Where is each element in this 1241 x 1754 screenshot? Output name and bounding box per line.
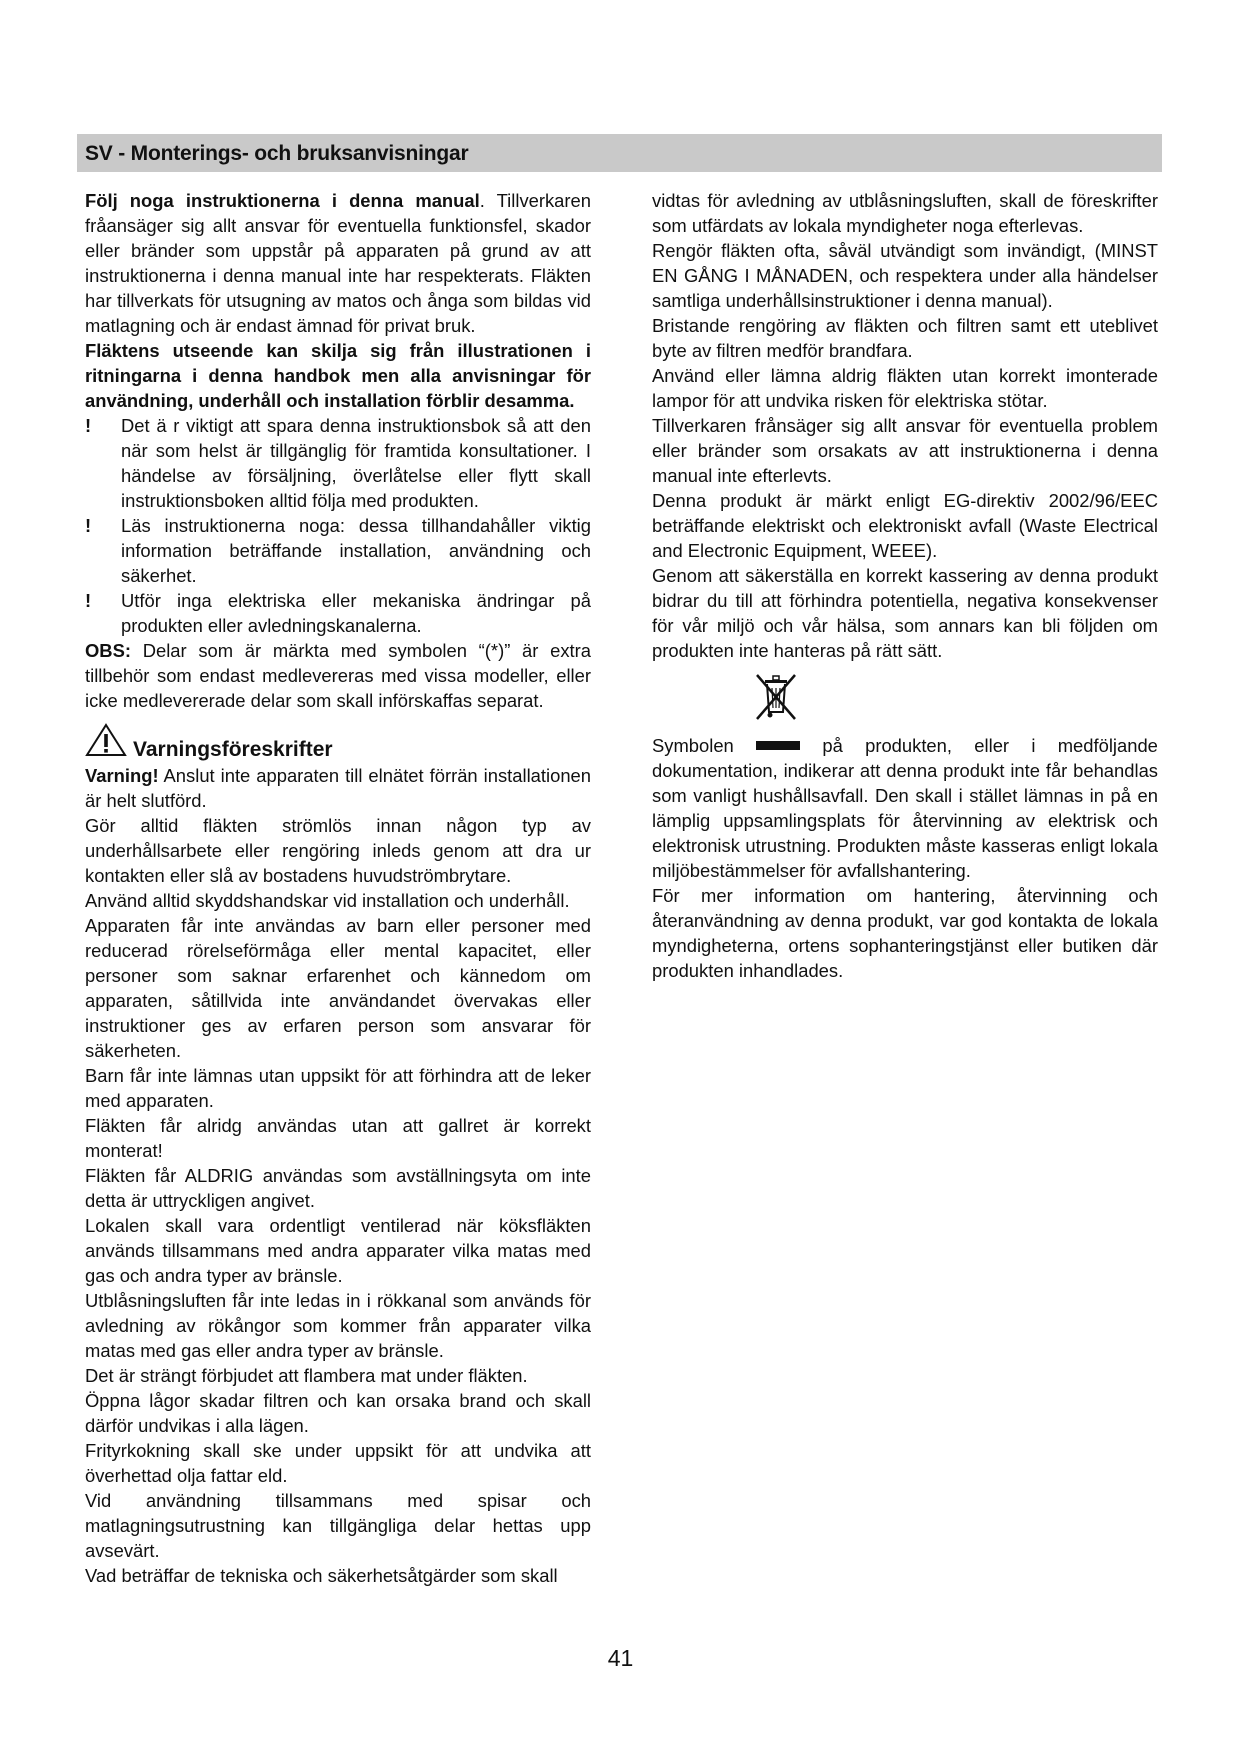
right-column xyxy=(652,188,1158,983)
warning-label: Varning! xyxy=(85,765,159,786)
info-paragraph: Bristande rengöring av fläkten och filtren samt ett uteblivet byte av filtren medför brandfara. xyxy=(652,315,1158,361)
crossed-bin-icon xyxy=(752,671,800,729)
bullet-text: Utför inga elektriska eller mekaniska ändringar på produkten eller avledningskanalerna. xyxy=(121,590,591,636)
safety-paragraph: Lokalen skall vara ordentligt ventilerad när köksfläkten används tillsammans med andra apparater vilka matas med gas och andra typer av bränsle. xyxy=(85,1215,591,1286)
warnings-heading xyxy=(85,723,591,763)
bullet-item xyxy=(85,588,591,638)
left-column xyxy=(85,188,591,1588)
safety-paragraph: Utblåsningsluften får inte ledas in i rökkanal som används för avledning av rökångor som kommer från apparater vilka matas med gas eller andra typer av bränsle. xyxy=(85,1290,591,1361)
warning-paragraph xyxy=(85,763,591,813)
page-number: 41 xyxy=(607,1645,634,1671)
intro-paragraph xyxy=(85,188,591,338)
safety-paragraph: Använd alltid skyddshandskar vid installation och underhåll. xyxy=(85,890,570,911)
symbol-word: Symbolen xyxy=(652,735,734,756)
symbol-paragraph: dokumentation, indikerar att denna produkt inte får behandlas som vanligt hushållsavfall. Den skall i stället lämnas in på en lämplig uppsamlingsplats för återvinning av elektrisk och elektronisk utrustning. Produkten måste kasseras enligt lokala miljöbestämmelser för avfallshantering. xyxy=(652,760,1158,881)
final-paragraph: För mer information om hantering, återvinning och återanvändning av denna produkt, var god kontakta de lokala myndigheterna, ortens sophanteringstjänst eller butiken där produkten inhandlades. xyxy=(652,885,1158,981)
warning-triangle-icon xyxy=(85,723,127,763)
symbol-word: på xyxy=(822,735,843,756)
safety-paragraph: Barn får inte lämnas utan uppsikt för att förhindra att de leker med apparaten. xyxy=(85,1065,591,1111)
symbol-line xyxy=(652,733,1158,758)
safety-paragraph: Vid användning tillsammans med spisar och matlagningsutrustning kan tillgängliga delar hettas upp avsevärt. xyxy=(85,1490,591,1561)
obs-paragraph xyxy=(85,638,591,713)
info-paragraph: vidtas för avledning av utblåsningsluften, skall de föreskrifter som utfärdats av lokala myndigheter noga efterlevas. xyxy=(652,190,1158,236)
warnings-title: Varningsföreskrifter xyxy=(133,738,333,761)
exclamation-mark: ! xyxy=(85,590,92,611)
section-header-bar xyxy=(77,134,1162,172)
safety-paragraph: Det är strängt förbjudet att flambera mat under fläkten. xyxy=(85,1365,528,1386)
weee-symbol xyxy=(652,671,1158,729)
info-paragraph: Använd eller lämna aldrig fläkten utan korrekt imonterade lampor för att undvika risken för elektriska stötar. xyxy=(652,365,1158,411)
exclamation-mark: ! xyxy=(85,515,92,536)
obs-label: OBS: xyxy=(85,640,131,661)
bullet-item xyxy=(85,413,591,513)
safety-paragraph: Frityrkokning skall ske under uppsikt för att undvika att överhettad olja fattar eld. xyxy=(85,1440,591,1486)
info-paragraph: Denna produkt är märkt enligt EG-direktiv 2002/96/EEC beträffande elektriskt och elektroniskt avfall (Waste Electrical and Electronic Equipment, WEEE). xyxy=(652,490,1158,561)
info-paragraph: Genom att säkerställa en korrekt kassering av denna produkt bidrar du till att förhindra potentiella, negativa konsekvenser för vår miljö och vår hälsa, som annars kan bli följden om produkten inte hanteras på rätt sätt. xyxy=(652,565,1158,661)
obs-text: Delar som är märkta med symbolen “(*)” är extra tillbehör som endast medlevereras med vissa modeller, eller icke medlevererade delar som skall införskaffas separat. xyxy=(85,640,591,711)
black-bar-symbol xyxy=(756,741,800,750)
symbol-word: eller xyxy=(974,735,1010,756)
safety-paragraph: Fläkten får ALDRIG användas som avställningsyta om inte detta är uttryckligen angivet. xyxy=(85,1165,591,1211)
safety-paragraph: Fläkten får alridg användas utan att gallret är korrekt monterat! xyxy=(85,1115,591,1161)
symbol-word: i xyxy=(1031,735,1036,756)
bullet-text: Det ä r viktigt att spara denna instruktionsbok så att den när som helst är tillgänglig för framtida konsultationer. I händelse av försäljning, överlåtelse eller flytt skall instruktionsboken alltid följa med produkten. xyxy=(121,415,591,511)
bullet-text: Läs instruktionerna noga: dessa tillhandahåller viktig information beträffande installation, användning och säkerhet. xyxy=(121,515,591,586)
info-paragraph: Tillverkaren frånsäger sig allt ansvar för eventuella problem eller bränder som orsakats av att instruktionerna i denna manual inte efterlevts. xyxy=(652,415,1158,486)
symbol-word: medföljande xyxy=(1057,735,1158,756)
section-title: SV - Monterings- och bruksanvisningar xyxy=(85,142,469,165)
safety-paragraph: Apparaten får inte användas av barn eller personer med reducerad rörelseförmåga eller mental kapacitet, eller personer som saknar erfarenhet och kännedom om apparaten, såtillvida inte användandet övervakas eller instruktioner ges av erfaren person som ansvarar för säkerheten. xyxy=(85,915,591,1061)
symbol-word: produkten, xyxy=(865,735,953,756)
safety-paragraph: Vad beträffar de tekniska och säkerhetsåtgärder som skall xyxy=(85,1565,558,1586)
warning-text: Anslut inte apparaten till elnätet förrän installationen är helt slutförd. xyxy=(85,765,591,811)
intro-bold-text: Följ noga instruktionerna i denna manual xyxy=(85,190,480,211)
exclamation-mark: ! xyxy=(85,415,92,436)
intro-text: . Tillverkaren fråansäger sig allt ansvar för eventuella funktionsfel, skador eller bränder som uppstår på apparaten på grund av att instruktionerna i denna manual inte har respekterats. Fläkten har tillverkats för utsugning av matos och ånga som bildas vid matlagning och är endast ämnad för privat bruk. xyxy=(85,190,591,336)
safety-paragraph: Öppna lågor skadar filtren och kan orsaka brand och skall därför undvikas i alla lägen. xyxy=(85,1390,591,1436)
appearance-note: Fläktens utseende kan skilja sig från illustrationen i ritningarna i denna handbok men alla anvisningar för användning, underhåll och installation förblir desamma. xyxy=(85,340,591,411)
info-paragraph: Rengör fläkten ofta, såväl utvändigt som invändigt, (MINST EN GÅNG I MÅNADEN, och respektera under alla händelser samtliga underhållsinstruktioner i denna manual). xyxy=(652,240,1158,311)
safety-paragraph: Gör alltid fläkten strömlös innan någon typ av underhållsarbete eller rengöring inleds genom att dra ur kontakten eller slå av bostadens huvudströmbrytare. xyxy=(85,815,591,886)
bullet-item xyxy=(85,513,591,588)
